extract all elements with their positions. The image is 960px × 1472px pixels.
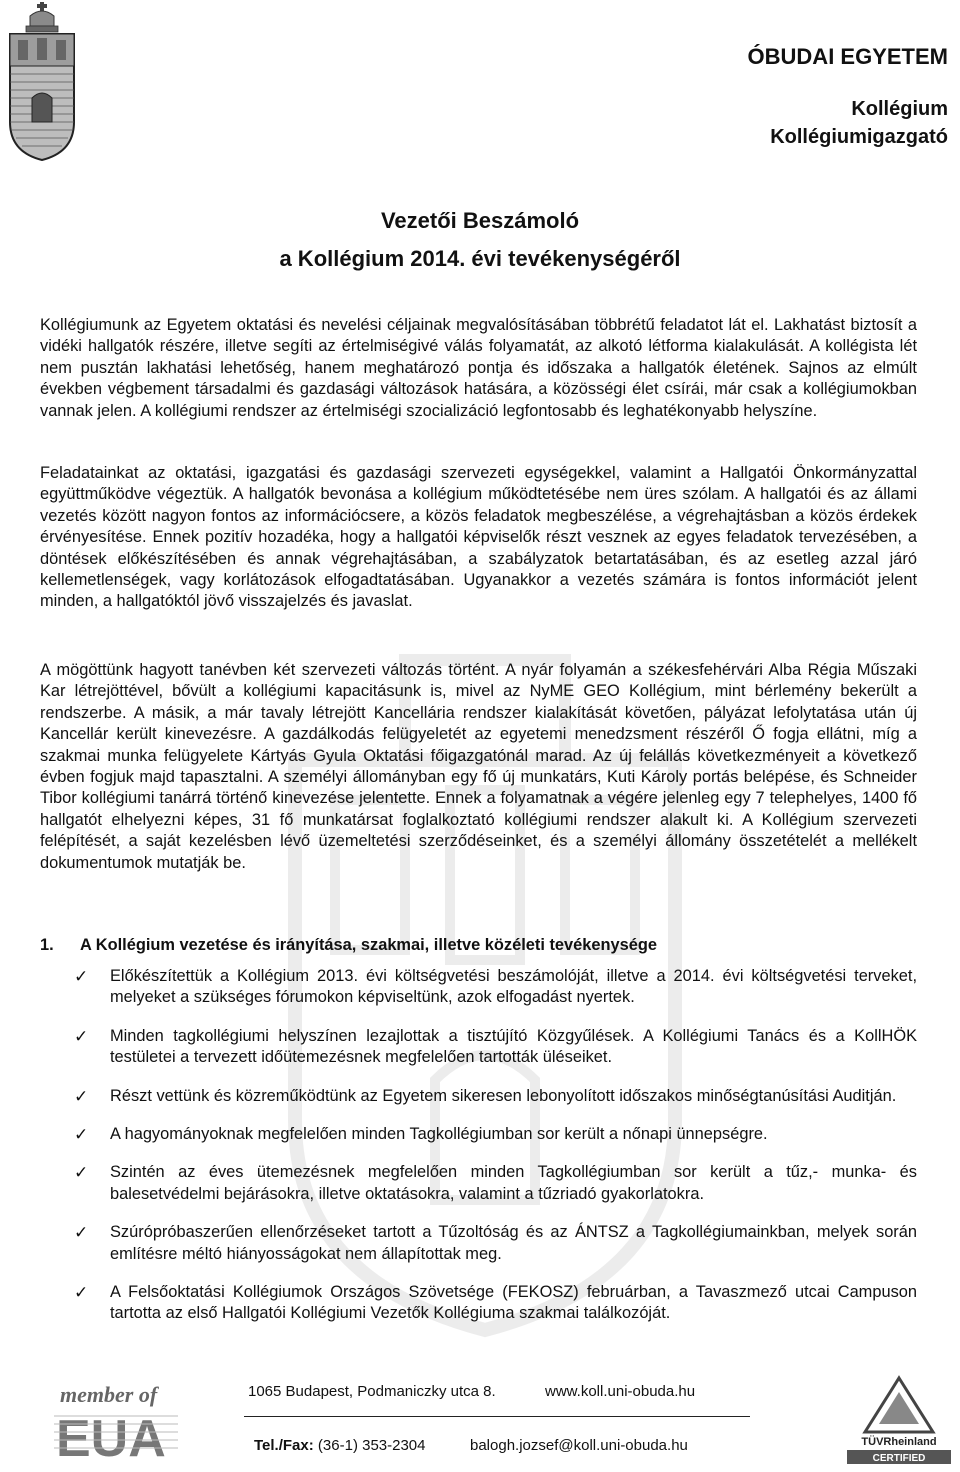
footer-website-link[interactable]: www.koll.uni-obuda.hu [545, 1383, 696, 1400]
list-item: ✓ Szintén az éves ütemezésnek megfelelően minden Tagkollégiumban sor került a tűz,- munka- és balesetvédelmi bejárásokra, illetve oktatásokra, valamint a tűzriadó gyakorlatokra. [74, 1163, 917, 1203]
list-item: ✓ A hagyományoknak megfelelően minden Tagkollégiumban sor került a nőnapi ünnepségre. [74, 1125, 768, 1145]
checkmark-icon: ✓ [74, 1163, 89, 1183]
checkmark-icon: ✓ [74, 1086, 89, 1106]
checkmark-icon: ✓ [74, 1223, 89, 1243]
footer-address: 1065 Budapest, Podmaniczky utca 8. [248, 1383, 496, 1400]
list-item: ✓ Részt vettünk és közreműködtünk az Egyetem sikeresen lebonyolított időszakos minőségtanúsítási Auditján. [74, 1086, 897, 1106]
list-item: ✓ Minden tagkollégiumi helyszínen lezajlottak a tisztújító Közgyűlések. A Kollégiumi Tanács és a KollHÖK testületei a tervezett időütemezésnek megfelelően tartották üléseiket. [74, 1026, 917, 1067]
eua-logo-icon [54, 1376, 178, 1460]
activity-checklist [70, 966, 917, 1342]
section-title: A Kollégium vezetése és irányítása, szakmai, illetve közéleti tevékenysége [80, 936, 658, 954]
organization-name: ÓBUDAI EGYETEM [747, 44, 948, 69]
svg-text:CERTIFIED: CERTIFIED [872, 1453, 926, 1464]
unit-role: Kollégiumigazgató [770, 126, 948, 148]
footer-email-link[interactable]: balogh.jozsef@koll.uni-obuda.hu [470, 1437, 688, 1454]
intro-paragraph: Kollégiumunk az Egyetem oktatási és nevelési céljainak megvalósításában többrétű feladatot lát el. Lakhatást biztosít a vidéki hallgatók részére, illetve segíti az értelmiségivé válás folyamatát, az alkotó létforma kialakulását. A kollégista lét nem pusztán lakhatási lehetőség, hanem meghatározó pontja és időszaka a hallgatók életének. Sajnos az elmúlt években végbement társadalmi és gazdasági változások hatására, a közösségi élet csírái, már csak a kollégiumokban vannak jelen. A kollégiumi rendszer az értelmiségi szocializáció legfontosabb és leghatékonyabb helyszíne. [40, 316, 917, 420]
svg-text:TÜVRheinland: TÜVRheinland [861, 1436, 937, 1448]
coat-of-arms-icon [4, 2, 80, 162]
section-number: 1. [40, 936, 54, 954]
footer-phone: Tel./Fax: (36-1) 353-2304 [254, 1437, 426, 1454]
document-title: Vezetői Beszámoló [380, 208, 580, 233]
checkmark-icon: ✓ [74, 1125, 89, 1145]
cooperation-paragraph: Feladatainkat az oktatási, igazgatási és gazdasági szervezeti egységekkel, valamint a Hallgatói Önkormányzattal együttműködve végeztük. A hallgatók bevonása a kollégium működtetésébe nem üres szólam. A hallgatói és az állami vezetés között nagyon fontos az információcsere, a közös feladatok megbeszélése, a végrehajtásban a közös érdekek érvényesítése. Ennek pozitív hozadéka, hogy a hallgatói képviselők részt vesznek az egyes feladatok tervezésében, a döntések előkészítésében és annak végrehajtásában, a szabályzatok betartatásában, és az esetleg azzal járó kellemetlenségek, vagy korlátozások elfogadtatásában. Ugyanakkor a vezetés számára is fontos információt jelent minden, a hallgatóktól jövő visszajelzés és javaslat. [40, 464, 917, 611]
list-item: ✓ Előkészítettük a Kollégium 2013. évi költségvetési beszámolóját, illetve a 2014. évi költségvetési terveket, melyeket a szükséges fórumokon képviseltünk, azok elfogadást nyertek. [74, 967, 917, 1007]
list-item: ✓ A Felsőoktatási Kollégiumok Országos Szövetsége (FEKOSZ) februárban, a Tavaszmező utcai Campuson tartotta az első Hallgatói Kollégiumi Vezetők Kollégiuma szakmai találkozóját. [74, 1283, 917, 1323]
tuv-certified-logo-icon [847, 1374, 951, 1464]
document-subtitle: a Kollégium 2014. évi tevékenységéről [279, 246, 681, 271]
checkmark-icon: ✓ [74, 1283, 89, 1303]
organizational-changes-paragraph: A mögöttünk hagyott tanévben két szervezeti változás történt. A nyár folyamán a székesfehérvári Alba Régia Műszaki Kar létrejöttével, bővült a kollégiumi kapacitásunk is, mivel az NyME GEO Kollégium, mint bérlemény bekerült a rendszerbe. A másik, a már tavaly létrejött Kancellária rendszer kialakítását követően, pályázat lefolytatása után új Kancellár került kinevezésre. A gazdálkodás felügyeletét az egyetemi menedzsment részéről Ő fogja ellátni, míg a szakmai munka felügyelete Kártyás Gyula Oktatási főigazgatónál marad. Az új felállás következményeit a következő évben fogjuk majd tapasztalni. A személyi állományban egy fő új munkatárs, Kuti Károly portás belépése, és Schneider Tibor kollégiumi tanárrá történő kinevezése jelentette. Ennek a folyamatnak a végére jelenleg egy 7 telephelyes, 1400 fő hallgatót elhelyezni képes, 31 fő munkatársat foglalkoztató kollégiumi rendszer alakult ki. A Kollégium szervezeti felépítését, a saját kezelésben lévő üzemeltetési szerződéseinket, és a személyi állomány összetételét a mellékelt dokumentumok mutatják be. [40, 661, 917, 872]
svg-text:member of: member of [60, 1382, 158, 1407]
list-item: ✓ Szúrópróbaszerűen ellenőrzéseket tartott a Tűzoltóság és az ÁNTSZ a Tagkollégiumainkban, melyek során említésre méltó hiányosságokat nem állapítottak meg. [74, 1223, 917, 1263]
unit-name: Kollégium [851, 98, 948, 120]
section-heading [40, 936, 657, 955]
svg-text:EUA: EUA [56, 1410, 166, 1460]
footer-divider [244, 1416, 750, 1417]
checkmark-icon: ✓ [74, 1026, 89, 1046]
checkmark-icon: ✓ [74, 967, 89, 986]
